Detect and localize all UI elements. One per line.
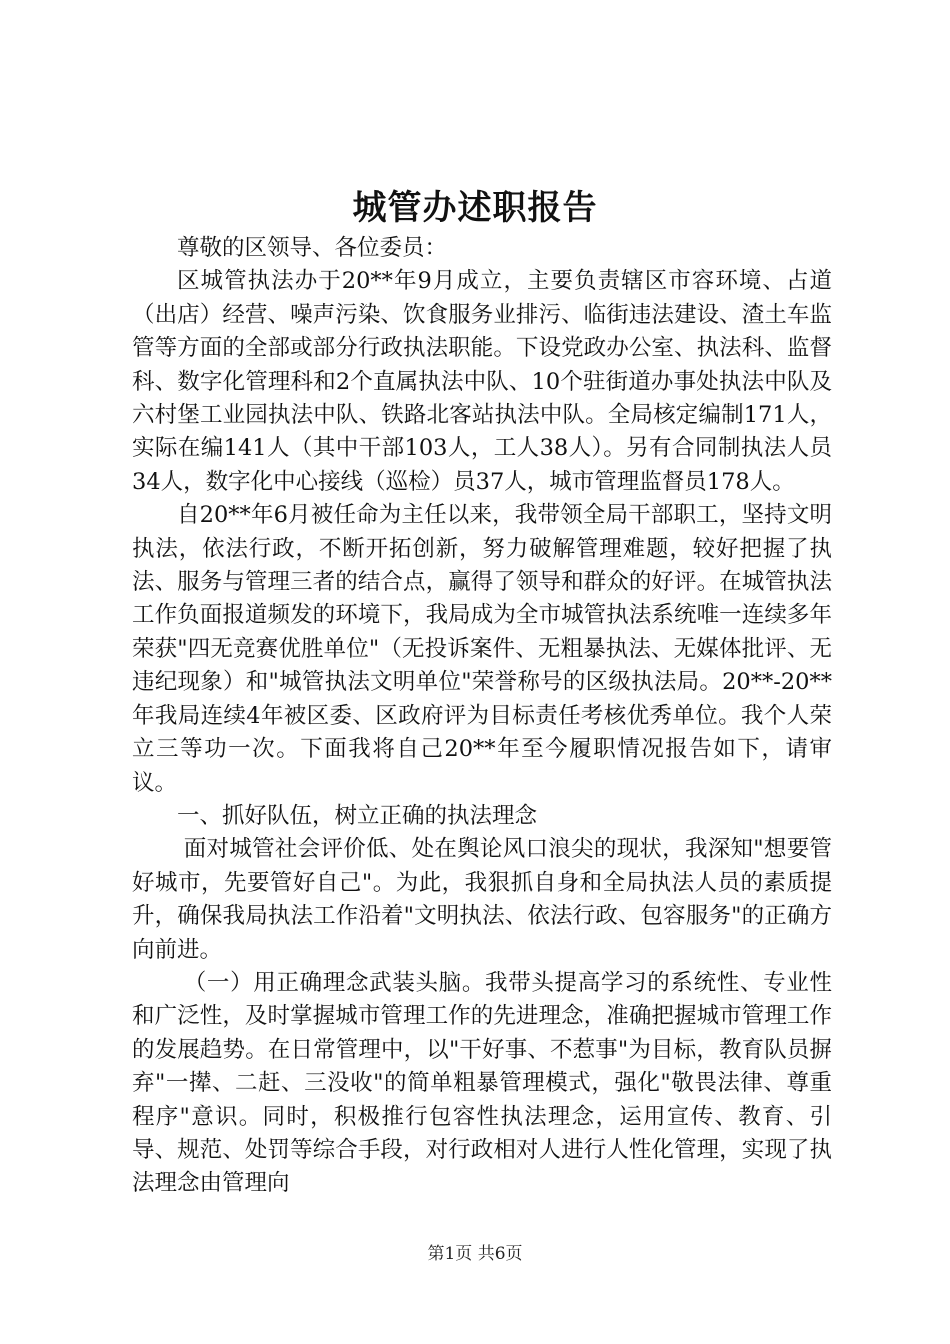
paragraph-section-1: 面对城管社会评价低、处在舆论风口浪尖的现状，我深知"想要管好城市，先要管好自己"。为此，我狠抓自身和全局执法人员的素质提升，确保我局执法工作沿着"文明执法、依法行政、包容服务"的正确方向前进。 xyxy=(132,836,832,963)
salutation: 尊敬的区领导、各位委员： xyxy=(177,235,448,261)
paragraph-subsection-1: （一）用正确理念武装头脑。我带头提高学习的系统性、专业性和广泛性，及时掌握城市管理工作的先进理念，准确把握城市管理工作的发展趋势。在日常管理中，以"干好事、不惹事"为目标，教育队员摒弃"一撵、二赶、三没收"的简单粗暴管理模式，强化"敬畏法律、尊重程序"意识。同时，积极推行包容性执法理念，运用宣传、教育、引导、规范、处罚等综合手段，对行政相对人进行人性化管理，实现了执法理念由管理向 xyxy=(132,969,832,1197)
document-body xyxy=(132,232,832,1201)
paragraph-achievements: 自20**年6月被任命为主任以来，我带领全局干部职工，坚持文明执法，依法行政，不断开拓创新，努力破解管理难题，较好把握了执法、服务与管理三者的结合点，赢得了领导和群众的好评。在城管执法工作负面报道频发的环境下，我局成为全市城管执法系统唯一连续多年荣获"四无竞赛优胜单位"（无投诉案件、无粗暴执法、无媒体批评、无违纪现象）和"城管执法文明单位"荣誉称号的区级执法局。20**-20**年我局连续4年被区委、区政府评为目标责任考核优秀单位。我个人荣立三等功一次。下面我将自己20**年至今履职情况报告如下，请审议。 xyxy=(132,502,832,796)
document-title: 城管办述职报告 xyxy=(352,188,598,228)
paragraph-intro: 区城管执法办于20**年9月成立，主要负责辖区市容环境、占道（出店）经营、噪声污染、饮食服务业排污、临街违法建设、渣土车监管等方面的全部或部分行政执法职能。下设党政办公室、执法科、监督科、数字化管理科和2个直属执法中队、10个驻街道办事处执法中队及六村堡工业园执法中队、铁路北客站执法中队。全局核定编制171人，实际在编141人（其中干部103人，工人38人）。另有合同制执法人员34人，数字化中心接线（巡检）员37人，城市管理监督员178人。 xyxy=(132,268,832,495)
section-heading-1: 一、抓好队伍，树立正确的执法理念 xyxy=(177,802,538,829)
page-footer: 第1页 共6页 xyxy=(427,1244,523,1264)
